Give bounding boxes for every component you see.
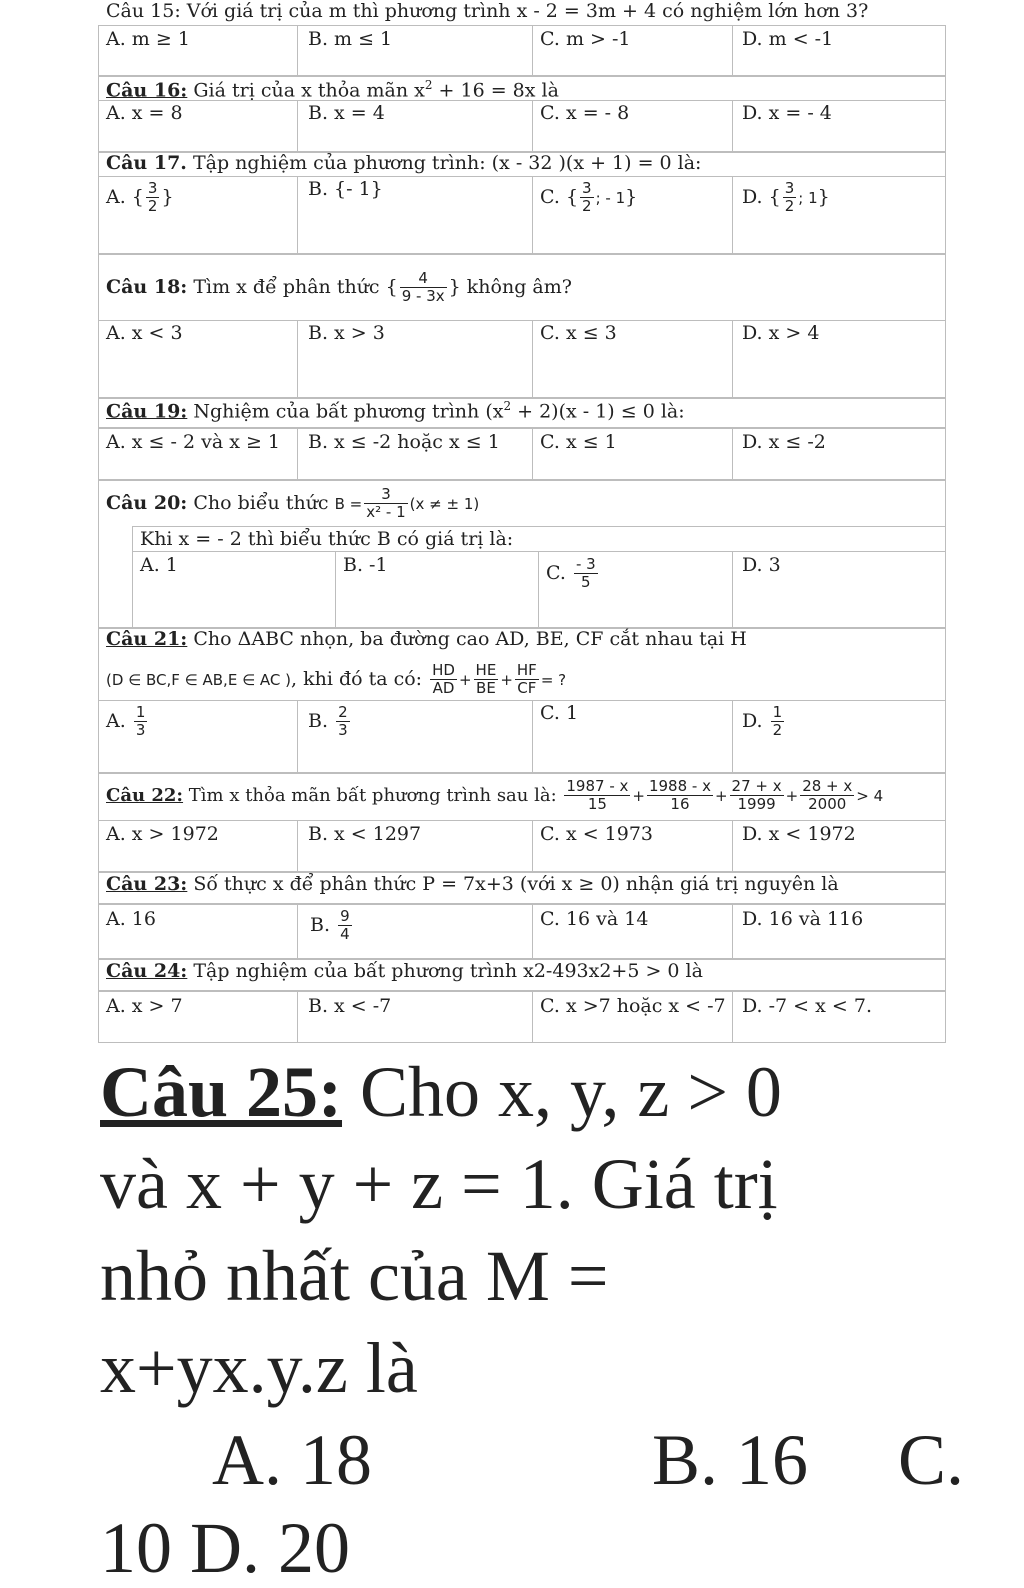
- q22-option-a[interactable]: A. x > 1972: [106, 823, 219, 845]
- q16-stem: Câu 16: Giá trị của x thỏa mãn $x^2 + 16 = 8x$ là: [106, 78, 559, 102]
- q17-option-c[interactable]: C. { $\frac{3}{2}$ ; - 1}: [540, 179, 638, 216]
- q16-option-c[interactable]: C. x = - 8: [540, 102, 630, 124]
- q16-option-a[interactable]: A. x = 8: [106, 102, 183, 124]
- q16-label: Câu 16:: [106, 79, 188, 102]
- q16-option-b[interactable]: B. x = 4: [308, 102, 385, 124]
- q19-option-c[interactable]: C. x ≤ 1: [540, 431, 617, 453]
- q25-line4: x+yx.y.z là: [100, 1328, 418, 1408]
- q15-stem: Câu 15: Với giá trị của m thì phương trình x - 2 = 3m + 4 có nghiệm lớn hơn 3?: [106, 0, 869, 22]
- q25-option-c[interactable]: C.: [898, 1420, 965, 1500]
- q18-option-a[interactable]: A. x < 3: [106, 322, 183, 344]
- q22-option-b[interactable]: B. x < 1297: [308, 823, 422, 845]
- q21-option-b[interactable]: B. $\frac{2}{3}$: [308, 703, 348, 740]
- q24-label: Câu 24:: [106, 960, 188, 982]
- q24-option-a[interactable]: A. x > 7: [106, 995, 183, 1017]
- q20-options-row: [132, 551, 946, 628]
- q24-stem: Câu 24: Tập nghiệm của bất phương trình x2-493x2+5 > 0 là: [106, 960, 703, 982]
- q20-option-a[interactable]: A. 1: [140, 554, 178, 576]
- q22-option-d[interactable]: D. x < 1972: [742, 823, 856, 845]
- q19-option-d[interactable]: D. x ≤ -2: [742, 431, 826, 453]
- q22-stem: Câu 22: Tìm x thỏa mãn bất phương trình sau là: $\frac{1987 - x}{15}$ + $\frac{1988 - x}{16}$ + $\frac{27 + x}{1999}$ + $\frac{28 + x}{2000}$ > 4: [106, 777, 884, 814]
- q17-label: Câu 17.: [106, 152, 187, 174]
- q21-option-c[interactable]: C. 1: [540, 702, 579, 724]
- q18-option-b[interactable]: B. x > 3: [308, 322, 385, 344]
- q17-stem: Câu 17. Tập nghiệm của phương trình: (x - 32 )(x + 1) = 0 là:: [106, 152, 702, 174]
- q21-options-row: [98, 700, 946, 773]
- q23-label: Câu 23:: [106, 873, 188, 895]
- q23-option-c[interactable]: C. 16 và 14: [540, 908, 649, 930]
- q20-option-b[interactable]: B. -1: [343, 554, 388, 576]
- q16-option-d[interactable]: D. x = - 4: [742, 102, 832, 124]
- q23-option-a[interactable]: A. 16: [106, 908, 156, 930]
- q17-option-b[interactable]: B. {- 1}: [308, 178, 383, 200]
- q21-stem: Câu 21: Cho ΔABC nhọn, ba đường cao AD, BE, CF cắt nhau tại H: [106, 628, 747, 650]
- q24-option-b[interactable]: B. x < -7: [308, 995, 392, 1017]
- q25-line2: và x + y + z = 1. Giá trị: [100, 1144, 778, 1224]
- q21-label: Câu 21:: [106, 628, 188, 650]
- q17-option-d[interactable]: D. { $\frac{3}{2}$ ; 1}: [742, 179, 830, 216]
- q20-stem: Câu 20: Cho biểu thức B = $\frac{3}{\text{x² - 1}}$ (x ≠ ± 1): [106, 485, 480, 522]
- q24-option-c[interactable]: C. x >7 hoặc x < -7: [540, 995, 726, 1017]
- q22-label: Câu 22:: [106, 784, 184, 806]
- q20-subquestion: Khi x = - 2 thì biểu thức B có giá trị là:: [140, 528, 514, 550]
- q19-option-a[interactable]: A. x ≤ - 2 và x ≥ 1: [106, 431, 281, 453]
- q21-option-d[interactable]: D. $\frac{1}{2}$: [742, 703, 783, 740]
- q25-label: Câu 25:: [100, 1052, 343, 1132]
- q25-line6: 10 D. 20: [100, 1508, 350, 1588]
- q22-option-c[interactable]: C. x < 1973: [540, 823, 654, 845]
- q15-option-a[interactable]: A. m ≥ 1: [106, 28, 190, 50]
- q23-stem: Câu 23: Số thực x để phân thức P = 7x+3 (với x ≥ 0) nhận giá trị nguyên là: [106, 873, 839, 895]
- q15-option-d[interactable]: D. m < -1: [742, 28, 834, 50]
- q18-stem: Câu 18: Tìm x để phân thức { $\frac{4}{9 - 3x}$ } không âm?: [106, 269, 572, 306]
- q19-stem: Câu 19: Nghiệm của bất phương trình $(x^2 + 2)(x - 1) \le 0$ là:: [106, 399, 685, 423]
- q18-option-c[interactable]: C. x ≤ 3: [540, 322, 617, 344]
- q24-option-d[interactable]: D. -7 < x < 7.: [742, 995, 872, 1017]
- q18-label: Câu 18:: [106, 275, 188, 298]
- q25-option-a[interactable]: A. 18: [212, 1420, 372, 1500]
- q20-label: Câu 20:: [106, 491, 188, 514]
- q25-option-b[interactable]: B. 16: [652, 1420, 809, 1500]
- q21-stem-line2: (D ∈ BC,F ∈ AB,E ∈ AC ), khi đó ta có: $\frac{HD}{AD}$ + $\frac{HE}{BE}$ + $\frac{HF}{CF}$ = ?: [106, 661, 567, 698]
- q21-option-a[interactable]: A. $\frac{1}{3}$: [106, 703, 146, 740]
- q19-option-b[interactable]: B. x ≤ -2 hoặc x ≤ 1: [308, 431, 500, 453]
- q25-line3: nhỏ nhất của M =: [100, 1236, 609, 1316]
- q15-option-b[interactable]: B. m ≤ 1: [308, 28, 393, 50]
- q17-option-a[interactable]: A. { $\frac{3}{2}$ }: [106, 179, 174, 216]
- q20-option-d[interactable]: D. 3: [742, 554, 781, 576]
- q20-option-c[interactable]: C. $\frac{- 3}{5}$: [546, 555, 596, 592]
- q23-option-b[interactable]: B. $\frac{9}{4}$: [310, 907, 350, 944]
- q15-option-c[interactable]: C. m > -1: [540, 28, 631, 50]
- q18-option-d[interactable]: D. x > 4: [742, 322, 820, 344]
- q19-label: Câu 19:: [106, 400, 188, 423]
- q25-line1: Câu 25: Cho x, y, z > 0: [100, 1052, 782, 1132]
- q23-option-d[interactable]: D. 16 và 116: [742, 908, 864, 930]
